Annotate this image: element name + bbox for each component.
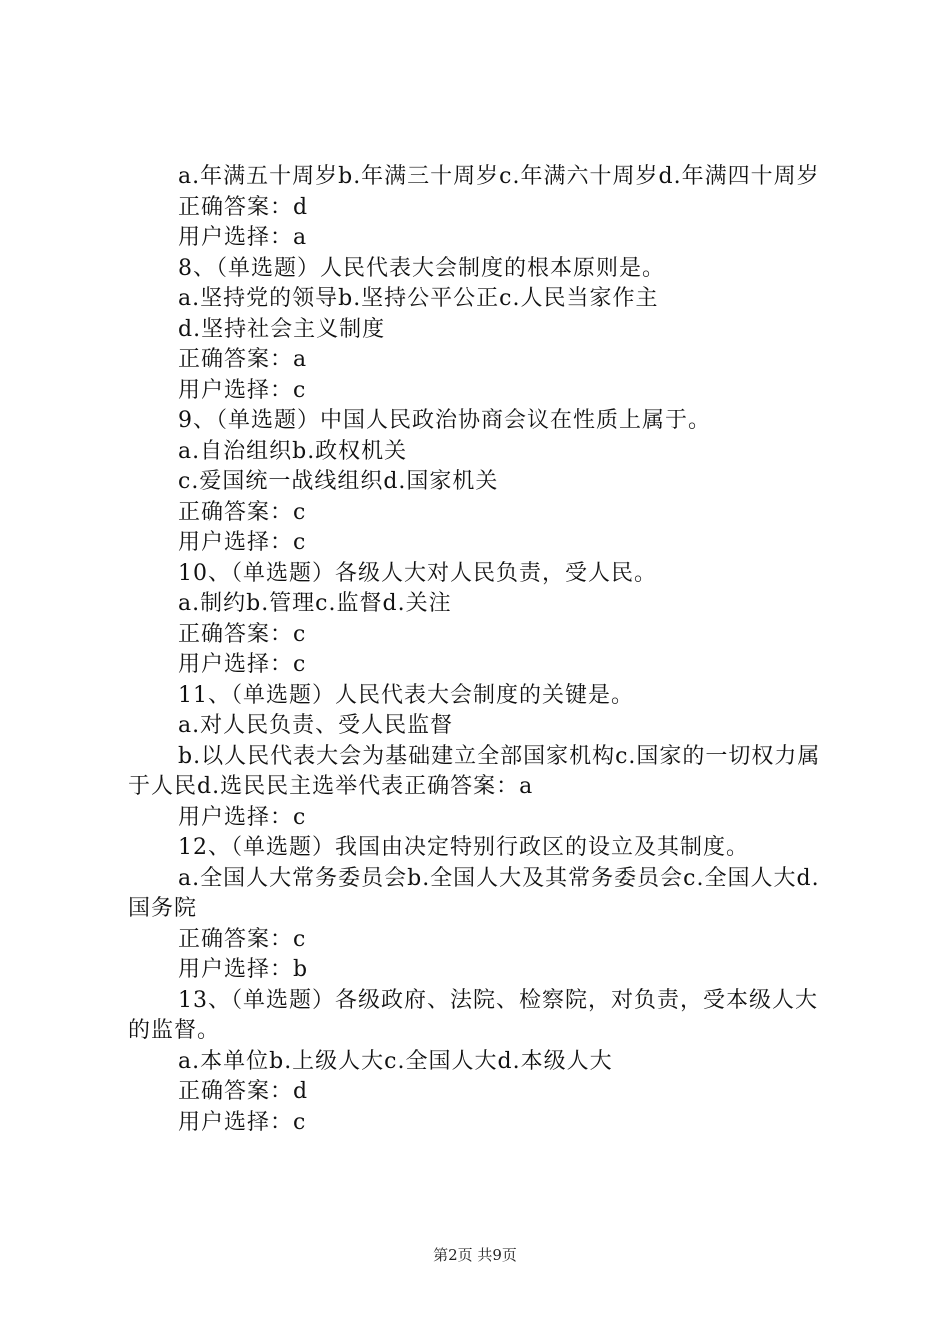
question-8-options-line-1: a.坚持党的领导b.坚持公平公正c.人民当家作主 — [178, 286, 659, 311]
page-footer: 第2页 共9页 — [433, 1246, 517, 1264]
question-13-options: a.本单位b.上级人大c.全国人大d.本级人大 — [178, 1048, 613, 1074]
question-12-options: a.全国人大常务委员会b.全国人大及其常务委员会c.全国人大d.国务院 — [128, 865, 820, 921]
question-13-correct-answer: 正确答案：d — [178, 1079, 309, 1104]
question-11-user-choice: 用户选择：c — [178, 804, 307, 830]
options-line: a.年满五十周岁b.年满三十周岁c.年满六十周岁d.年满四十周岁 — [178, 164, 820, 189]
question-11-options-line-2: b.以人民代表大会为基础建立全部国家机构c.国家的一切权力属于人民d.选民民主选举代表正确答案：a — [128, 743, 821, 799]
question-9-options-line-2: c.爱国统一战线组织d.国家机关 — [178, 469, 499, 494]
question-13-user-choice: 用户选择：c — [178, 1109, 307, 1135]
question-10-options: a.制约b.管理c.监督d.关注 — [178, 591, 452, 616]
question-12-user-choice: 用户选择：b — [178, 957, 309, 982]
question-9-options-line-1: a.自治组织b.政权机关 — [178, 438, 408, 464]
question-8-correct-answer: 正确答案：a — [178, 347, 308, 372]
question-9: 9、（单选题）中国人民政治协商会议在性质上属于。 — [178, 408, 711, 433]
question-8: 8、（单选题）人民代表大会制度的根本原则是。 — [178, 255, 665, 281]
user-choice-line: 用户选择：a — [178, 225, 308, 250]
question-9-user-choice: 用户选择：c — [178, 530, 307, 555]
question-11: 11、（单选题）人民代表大会制度的关键是。 — [178, 682, 634, 708]
question-10: 10、（单选题）各级人大对人民负责，受人民。 — [178, 560, 657, 586]
question-10-user-choice: 用户选择：c — [178, 652, 307, 677]
question-8-options-line-2: d.坚持社会主义制度 — [178, 316, 386, 342]
document-body — [128, 162, 830, 1138]
question-8-user-choice: 用户选择：c — [178, 377, 307, 403]
question-12: 12、（单选题）我国由决定特别行政区的设立及其制度。 — [178, 835, 749, 860]
correct-answer-line: 正确答案：d — [178, 194, 309, 220]
question-11-options-line-1: a.对人民负责、受人民监督 — [178, 713, 454, 738]
question-13: 13、（单选题）各级政府、法院、检察院，对负责，受本级人大的监督。 — [128, 987, 818, 1043]
question-12-correct-answer: 正确答案：c — [178, 926, 307, 952]
question-10-correct-answer: 正确答案：c — [178, 621, 307, 647]
question-9-correct-answer: 正确答案：c — [178, 499, 307, 525]
